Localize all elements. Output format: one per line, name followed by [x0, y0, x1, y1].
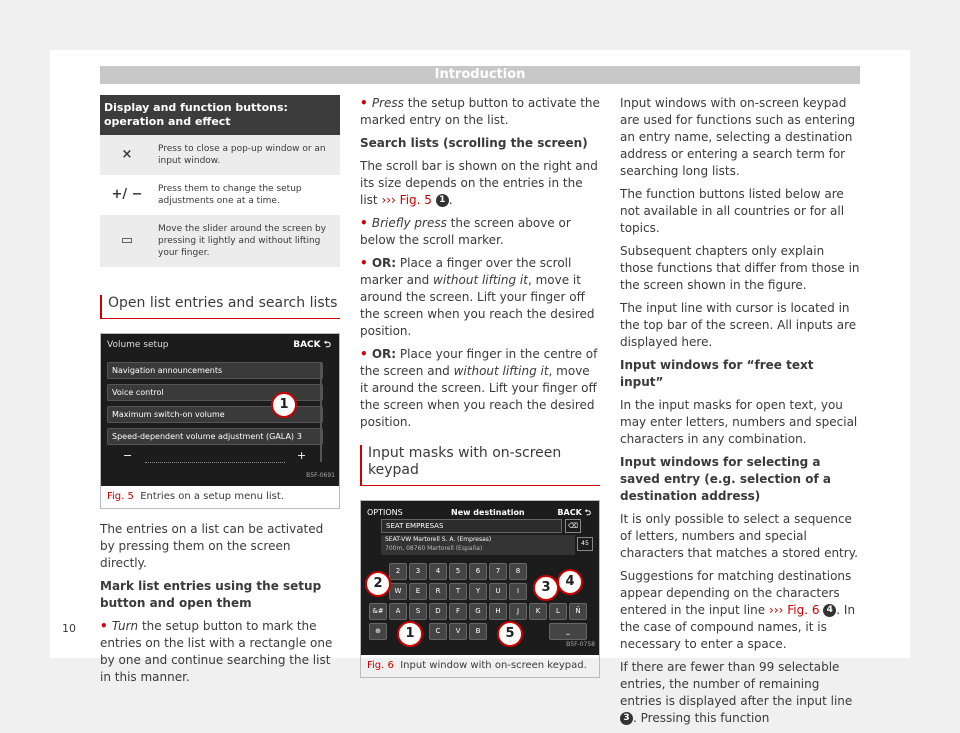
key[interactable]: I: [509, 583, 527, 600]
key[interactable]: B: [469, 623, 487, 640]
figure-caption: Fig. 5 Entries on a setup menu list.: [107, 491, 284, 502]
table-cell: Move the slider around the screen by pressing it lightly and without lifting your finger.: [154, 215, 340, 267]
section-heading: Open list entries and search lists: [100, 295, 340, 319]
key[interactable]: 6: [469, 563, 487, 580]
key[interactable]: E: [409, 583, 427, 600]
menu-item[interactable]: Speed-dependent volume adjustment (GALA) 3: [107, 428, 323, 445]
screen-title: Volume setup: [107, 340, 169, 350]
key[interactable]: S: [409, 603, 427, 620]
plus-minus-icon: +/ −: [111, 187, 143, 202]
subheading: Input windows for “free text input”: [620, 358, 814, 389]
callout-2: 2: [365, 571, 391, 597]
key[interactable]: 5: [449, 563, 467, 580]
column-2: [360, 95, 600, 690]
figure-6: [360, 500, 600, 678]
paragraph: The input line with cursor is located in the top bar of the screen. All inputs are displayed here.: [620, 301, 857, 349]
function-buttons-table: [100, 95, 340, 267]
table-cell: Press them to change the setup adjustments one at a time.: [158, 184, 302, 206]
menu-item[interactable]: Maximum switch-on volume: [107, 406, 323, 423]
keypad-screen: [361, 501, 599, 655]
bullet: • Turn the setup button to mark the entries on the list with a rectangle one by one and continue searching the list in this manner.: [100, 618, 340, 686]
paragraph: Input windows with on-screen keypad are used for functions such as entering an entry name, selecting a destination address or entering a search term for searching long lists.: [620, 96, 856, 178]
key[interactable]: 8: [509, 563, 527, 580]
slider-icon: ▭: [100, 215, 154, 267]
screen-title: New destination: [451, 508, 525, 517]
key[interactable]: W: [389, 583, 407, 600]
callout-3: 3: [533, 575, 559, 601]
subheading: Input windows for selecting a saved entry (e.g. selection of a destination address): [620, 455, 832, 503]
minus-button[interactable]: −: [123, 449, 133, 462]
delete-icon[interactable]: ⌫: [565, 519, 581, 533]
bullet: • OR: Place a finger over the scroll marker and without lifting it, move it around the screen. Lift your finger off the screen when you reach the desired position.: [360, 255, 600, 340]
key[interactable]: K: [529, 603, 547, 620]
key[interactable]: R: [429, 583, 447, 600]
key[interactable]: F: [449, 603, 467, 620]
key[interactable]: L: [549, 603, 567, 620]
callout-1: 1: [397, 621, 423, 647]
back-arrow-icon: ⮌: [584, 508, 591, 517]
key[interactable]: J: [509, 603, 527, 620]
paragraph: Subsequent chapters only explain those functions that differ from those in the screen shown in the figure.: [620, 244, 860, 292]
table-cell: Press to close a pop-up window or an input window.: [154, 135, 340, 175]
key[interactable]: 2: [389, 563, 407, 580]
paragraph: The scroll bar is shown on the right and its size depends on the entries in the list ››› Fig. 5 1 .: [360, 159, 598, 207]
key[interactable]: 7: [489, 563, 507, 580]
figure-code: B5F-0758: [566, 641, 595, 648]
menu-item[interactable]: Voice control: [107, 384, 323, 401]
key[interactable]: 3: [409, 563, 427, 580]
figure-ref-link[interactable]: ››› Fig. 6: [769, 603, 820, 617]
figure-caption: Fig. 6 Input window with on-screen keypad.: [367, 660, 587, 671]
setup-screen: [101, 334, 339, 486]
key[interactable]: A: [389, 603, 407, 620]
callout-1: 1: [271, 392, 297, 418]
table-row: [100, 215, 340, 267]
bullet: • Briefly press the screen above or below the scroll marker.: [360, 215, 600, 249]
chapter-header: Introduction: [100, 66, 860, 84]
paragraph: If there are fewer than 99 selectable entries, the number of remaining entries is displayed after the input line 3 . Pressing this function: [620, 660, 853, 725]
back-button[interactable]: BACK ⮌: [293, 340, 331, 350]
symbols-key[interactable]: &#: [369, 603, 387, 620]
figure-code: B5F-0691: [306, 472, 335, 479]
subheading: Search lists (scrolling the screen): [360, 136, 588, 150]
table-row: [100, 175, 340, 215]
key[interactable]: T: [449, 583, 467, 600]
key[interactable]: V: [449, 623, 467, 640]
space-key[interactable]: ⎵: [549, 623, 587, 640]
key[interactable]: Ñ: [569, 603, 587, 620]
key[interactable]: C: [429, 623, 447, 640]
key[interactable]: U: [489, 583, 507, 600]
back-arrow-icon: ⮌: [323, 340, 331, 350]
menu-item[interactable]: Navigation announcements: [107, 362, 323, 379]
options-button[interactable]: OPTIONS: [367, 508, 403, 517]
back-button[interactable]: BACK ⮌: [557, 508, 591, 517]
plus-button[interactable]: +: [297, 449, 307, 462]
paragraph: The entries on a list can be activated by pressing them on the screen directly.: [100, 522, 324, 570]
page-number: 10: [62, 622, 76, 635]
paragraph: In the input masks for open text, you may enter letters, numbers and special characters in any combination.: [620, 398, 858, 446]
key[interactable]: 4: [429, 563, 447, 580]
paragraph: It is only possible to select a sequence of letters, numbers and special characters that matches a stored entry.: [620, 512, 858, 560]
remaining-count[interactable]: 45: [577, 537, 593, 551]
section-heading: Input masks with on-screen keypad: [360, 445, 600, 486]
suggestion-item[interactable]: SEAT-VW Martorell S. A. (Empresas) 700m, 08760 Martorell (España): [381, 535, 575, 555]
scroll-bar[interactable]: [320, 362, 322, 462]
key[interactable]: Y: [469, 583, 487, 600]
slider-track[interactable]: [145, 450, 285, 463]
subheading: Mark list entries using the setup button and open them: [100, 579, 322, 610]
figure-ref-link[interactable]: ››› Fig. 5: [381, 193, 432, 207]
close-icon: ×: [100, 135, 154, 175]
key[interactable]: H: [489, 603, 507, 620]
callout-4: 4: [557, 569, 583, 595]
globe-icon[interactable]: ⊕: [369, 623, 387, 640]
figure-5: [100, 333, 340, 509]
callout-5: 5: [497, 621, 523, 647]
bullet: • Press the setup button to activate the marked entry on the list.: [360, 95, 600, 129]
paragraph: The function buttons listed below are not available in all countries or for all topics.: [620, 187, 845, 235]
paragraph: Suggestions for matching destinations appear depending on the characters entered in the input line ››› Fig. 6 4 . In the case of compound names, it is necessary to enter a space.: [620, 569, 856, 651]
table-row: [100, 135, 340, 175]
search-input[interactable]: SEAT EMPRESAS: [381, 519, 562, 533]
table-heading: Display and function buttons: operation and effect: [100, 95, 340, 135]
column-3: [620, 95, 860, 733]
key[interactable]: D: [429, 603, 447, 620]
bullet: • OR: Place your finger in the centre of the screen and without lifting it, move it around the screen. Lift your finger off the screen when you reach the desired position.: [360, 346, 600, 431]
column-1: [100, 95, 340, 692]
key[interactable]: G: [469, 603, 487, 620]
